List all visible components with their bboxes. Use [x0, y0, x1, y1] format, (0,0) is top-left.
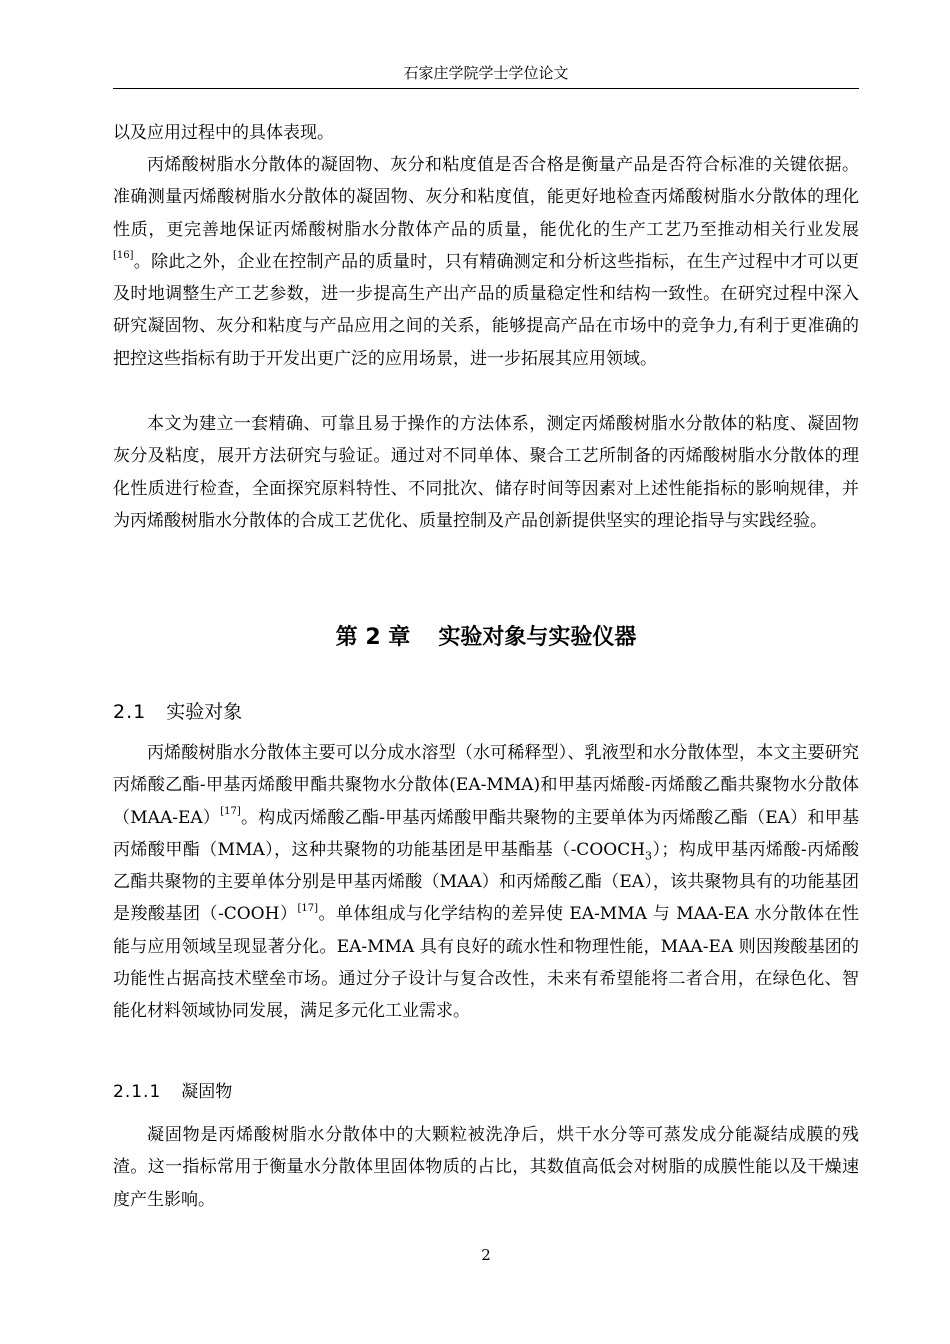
running-header: 石家庄学院学士学位论文 [403, 64, 569, 82]
paragraph-text: 丙烯酸树脂水分散体的凝固物、灰分和粘度值是否合格是衡量产品是否符合标准的关键依据。准确测量丙烯酸树脂水分散体的凝固物、灰分和粘度值，能更好地检查丙烯酸树脂水分散体的理化性质，更完善地保证丙烯酸树脂水分散体产品的质量，能优化的生产工艺乃至推动相关行业发展 [113, 155, 859, 240]
paragraph-significance [113, 149, 859, 375]
paragraph-text: 以及应用过程中的具体表现。 [113, 123, 334, 143]
paragraph-purpose [113, 408, 859, 537]
paragraph-text: 丙烯酸树脂水分散体主要可以分成水溶型（水可稀释型）、乳液型和水分散体型，本文主要研究丙烯酸乙酯-甲基丙烯酸甲酯共聚物水分散体(EA-MMA)和甲基丙烯酸-丙烯酸乙酯共聚物水分散体（MAA-EA） [113, 743, 859, 828]
page-number: 2 [481, 1246, 491, 1264]
chapter-number: 第 2 章 [335, 625, 411, 650]
paragraph-text: ）；构成甲基丙烯酸-丙烯酸乙酯共聚物的主要单体分别是甲基丙烯酸（MAA）和丙烯酸乙酯（EA），该共聚物具有的功能基团是羧酸基团（-COOH） [113, 839, 859, 925]
paragraph-text: 本文为建立一套精确、可靠且易于操作的方法体系，测定丙烯酸树脂水分散体的粘度、凝固物灰分及粘度，展开方法研究与验证。通过对不同单体、聚合工艺所制备的丙烯酸树脂水分散体的理化性质进行检查，全面探究原料特性、不同批次、储存时间等因素对上述性能指标的影响规律，并为丙烯酸树脂水分散体的合成工艺优化、质量控制及产品创新提供坚实的理论指导与实践经验。 [113, 414, 859, 531]
subsection-title: 凝固物 [181, 1082, 233, 1102]
citation-ref: [17] [297, 902, 318, 914]
section-heading [113, 697, 242, 727]
paragraph-text: 凝固物是丙烯酸树脂水分散体中的大颗粒被洗净后，烘干水分等可蒸发成分能凝结成膜的残渣。这一指标常用于衡量水分散体里固体物质的占比，其数值高低会对树脂的成膜性能以及干燥速度产生影响。 [113, 1125, 859, 1210]
subsection-number: 2.1.1 [113, 1082, 162, 1102]
chapter-heading [113, 622, 859, 654]
citation-ref: [17] [220, 805, 241, 817]
subsection-heading [113, 1077, 232, 1107]
paragraph-text: 。单体组成与化学结构的差异使 EA-MMA 与 MAA-EA 水分散体在性能与应用领域呈现显著分化。EA-MMA 具有良好的疏水性和物理性能，MAA-EA 则因羧酸基团的功能性占据高技术壁垒市场。通过分子设计与复合改性，未来有希望能将二者合用，在绿色化、智能化材料领域协同发展，满足多元化工业需求。 [113, 904, 859, 1022]
subscript: 3 [645, 849, 653, 863]
paragraph-coagulum [113, 1119, 859, 1216]
paragraph-objects [113, 737, 859, 1028]
paragraph-text: 。除此之外，企业在控制产品的质量时，只有精确测定和分析这些指标，在生产过程中才可以更及时地调整生产工艺参数，进一步提高生产出产品的质量稳定性和结构一致性。在研究过程中深入研究凝固物、灰分和粘度与产品应用之间的关系，能够提高产品在市场中的竞争力,有利于更准确的把控这些指标有助于开发出更广泛的应用场景，进一步拓展其应用领域。 [113, 251, 859, 369]
section-number: 2.1 [113, 701, 147, 723]
header-rule [113, 88, 859, 89]
paragraph-continuation [113, 117, 859, 149]
chapter-title: 实验对象与实验仪器 [438, 625, 637, 650]
citation-ref: [16] [113, 250, 134, 262]
paragraph-text: 。构成丙烯酸乙酯-甲基丙烯酸甲酯共聚物的主要单体为丙烯酸乙酯（EA）和甲基丙烯酸甲酯（MMA），这种共聚物的功能基团是甲基酯基（-COOCH [113, 807, 859, 860]
section-title: 实验对象 [166, 701, 243, 723]
